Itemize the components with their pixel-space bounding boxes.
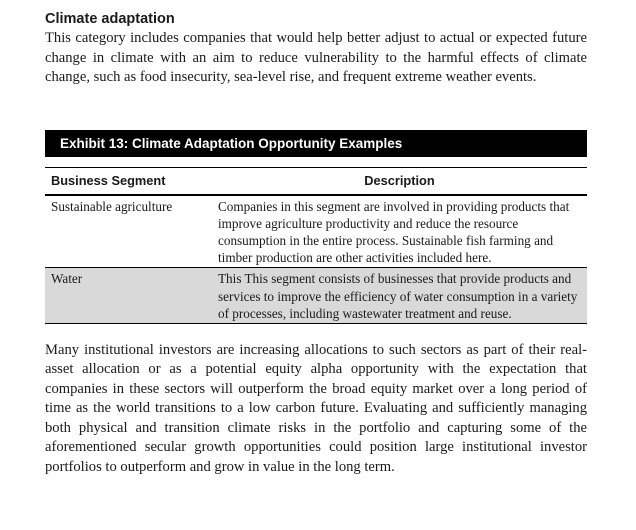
segment-cell: Water: [45, 268, 212, 324]
table-header-row: [45, 167, 587, 195]
intro-paragraph: This category includes companies that would help better adjust to actual or expected future change in climate with an aim to reduce vulnerability to the harmful effects of climate change, such as food insecurity, sea-level rise, and frequent extreme weather events.: [45, 30, 587, 85]
column-header-segment: Business Segment: [45, 167, 212, 195]
document-page: [45, 10, 587, 477]
segment-cell: Sustainable agriculture: [45, 195, 212, 268]
closing-paragraph: Many institutional investors are increasing allocations to such sectors as part of their real-asset allocation or as a potential equity alpha opportunity with the expectation that companies in these sectors will outperform the broad equity market over a long period of time as the world transitions to a low carbon future. Evaluating and sufficiently managing both physical and transition climate risks in the portfolio and capturing some of the aforementioned secular growth opportunities could position large institutional investor portfolios to outperform and grow in value in the long term.: [45, 341, 587, 475]
column-header-description: Description: [212, 167, 587, 195]
section-heading: Climate adaptation: [45, 11, 175, 27]
description-cell: Companies in this segment are involved in providing products that improve agriculture productivity and reduce the resource consumption in the entire process. Sustainable fish farming and timber production are other activities included here.: [212, 195, 587, 268]
exhibit-title: Exhibit 13: Climate Adaptation Opportunity Examples: [45, 130, 587, 157]
exhibit-table: [45, 167, 587, 324]
table-row: [45, 268, 587, 324]
description-cell: This This segment consists of businesses that provide products and services to improve the efficiency of water consumption in a variety of processes, including wastewater treatment and reuse.: [212, 268, 587, 324]
table-row: [45, 195, 587, 268]
